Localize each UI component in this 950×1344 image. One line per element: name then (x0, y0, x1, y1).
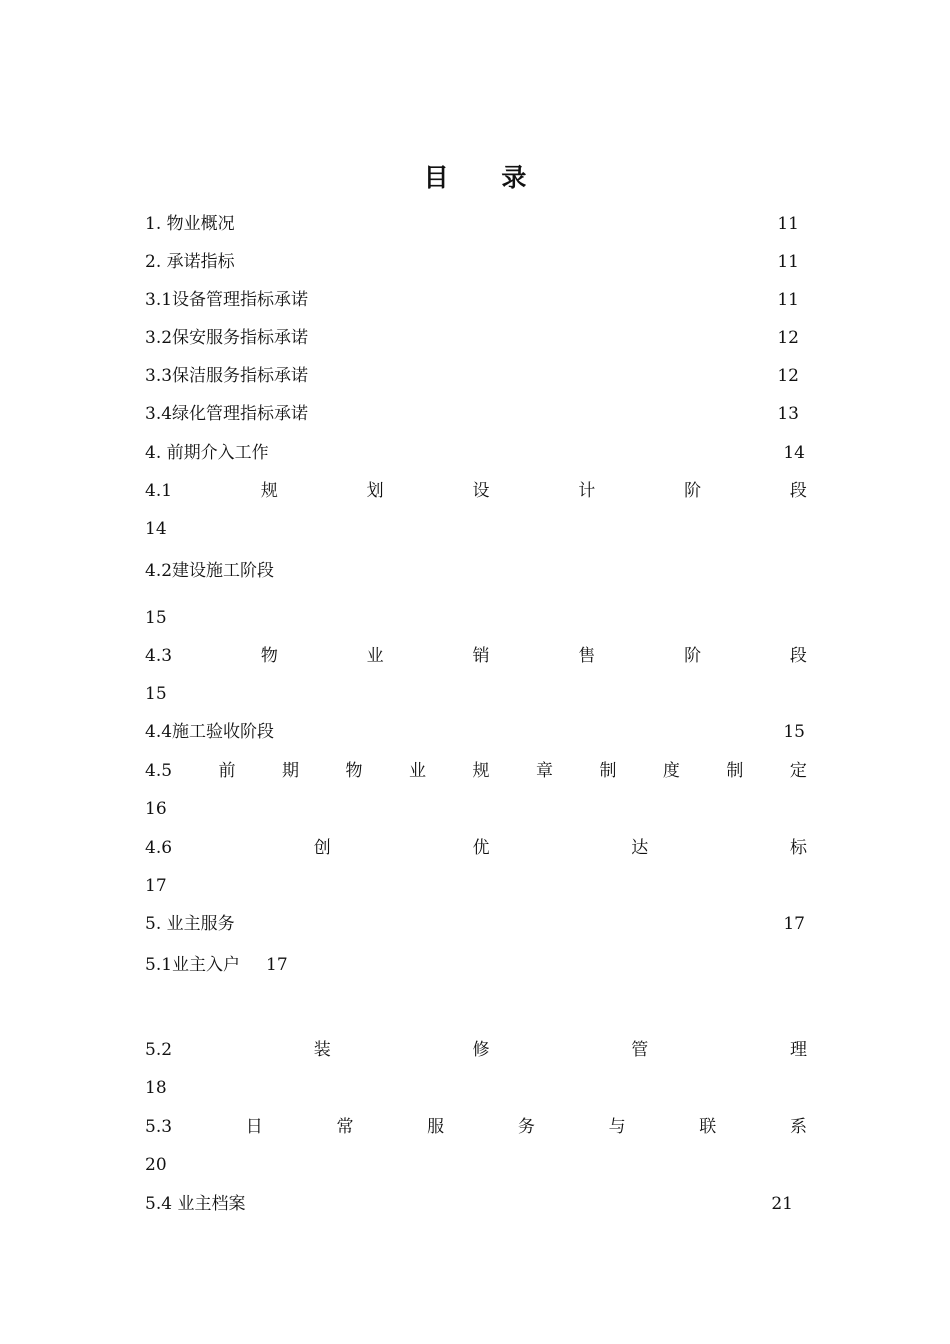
toc-entry[interactable] (145, 364, 807, 388)
toc-part: 务 (517, 1117, 535, 1137)
toc-part: 管 (631, 1040, 649, 1060)
toc-entry[interactable] (145, 720, 807, 744)
toc-part: 理 (789, 1040, 807, 1060)
toc-part: 4.3 (145, 646, 173, 666)
toc-entry-text: 5.1业主入户 (145, 955, 241, 975)
toc-entry-page: 12 (777, 328, 799, 348)
toc-entry-text: 4.4施工验收阶段 (145, 722, 275, 742)
toc-entry-text: 3.1设备管理指标承诺 (145, 290, 309, 310)
toc-part: 规 (260, 481, 278, 501)
toc-part: 定 (789, 761, 807, 781)
toc-entry-spread[interactable] (145, 836, 807, 860)
toc-entry-text: 5. 业主服务 (145, 914, 235, 934)
toc-entry-page: 11 (777, 214, 799, 234)
toc-entry[interactable] (145, 441, 807, 465)
toc-part: 设 (472, 481, 490, 501)
toc-entry-page: 15 (145, 608, 167, 628)
toc-part: 联 (699, 1117, 717, 1137)
toc-part: 段 (789, 481, 807, 501)
toc-entry-page: 11 (777, 252, 799, 272)
toc-part: 与 (608, 1117, 626, 1137)
toc-entry-page: 14 (145, 519, 167, 539)
toc-entry[interactable] (145, 250, 807, 274)
toc-part: 业 (408, 761, 426, 781)
toc-entry-text: 5.4 业主档案 (145, 1194, 246, 1214)
toc-part: 期 (282, 761, 300, 781)
toc-entry-page: 11 (777, 290, 799, 310)
toc-title: 目 录 (423, 163, 549, 192)
toc-entry-text[interactable]: 4.2建设施工阶段 (145, 561, 275, 581)
toc-part: 达 (631, 838, 649, 858)
toc-part: 优 (472, 838, 490, 858)
toc-part: 段 (789, 646, 807, 666)
toc-part: 日 (245, 1117, 263, 1137)
toc-part: 阶 (684, 646, 702, 666)
toc-part: 制 (726, 761, 744, 781)
toc-entry-spread[interactable] (145, 1115, 807, 1139)
toc-part: 5.3 (145, 1117, 173, 1137)
toc-entry[interactable] (145, 212, 807, 236)
toc-entry[interactable] (145, 953, 288, 977)
toc-entry[interactable] (145, 288, 807, 312)
toc-entry-page: 18 (145, 1078, 167, 1098)
toc-part: 物 (345, 761, 363, 781)
toc-entry-page: 21 (771, 1194, 793, 1214)
toc-part: 装 (313, 1040, 331, 1060)
toc-entry-page: 13 (777, 404, 799, 424)
toc-part: 规 (472, 761, 490, 781)
toc-part: 章 (535, 761, 553, 781)
toc-part: 修 (472, 1040, 490, 1060)
toc-part: 业 (366, 646, 384, 666)
toc-entry[interactable] (145, 402, 807, 426)
toc-part: 标 (789, 838, 807, 858)
toc-entry-page: 14 (783, 443, 805, 463)
toc-entry-page: 15 (145, 684, 167, 704)
toc-entry[interactable] (145, 912, 807, 936)
toc-part: 系 (789, 1117, 807, 1137)
toc-entry-page: 15 (783, 722, 805, 742)
toc-part: 4.5 (145, 761, 173, 781)
toc-entry-text: 4. 前期介入工作 (145, 443, 269, 463)
toc-part: 常 (336, 1117, 354, 1137)
toc-entry-spread[interactable] (145, 479, 807, 503)
toc-entry-page: 16 (145, 799, 167, 819)
toc-part: 服 (427, 1117, 445, 1137)
toc-entry-page: 12 (777, 366, 799, 386)
toc-entry-page: 20 (145, 1155, 167, 1175)
toc-part: 前 (218, 761, 236, 781)
toc-entry-text: 3.2保安服务指标承诺 (145, 328, 309, 348)
toc-entry-spread[interactable] (145, 644, 807, 668)
toc-part: 制 (599, 761, 617, 781)
toc-entry-text: 3.3保洁服务指标承诺 (145, 366, 309, 386)
toc-part: 5.2 (145, 1040, 173, 1060)
toc-entry[interactable] (145, 1192, 807, 1216)
toc-entry-page: 17 (145, 876, 167, 896)
toc-part: 物 (260, 646, 278, 666)
toc-part: 4.6 (145, 838, 173, 858)
toc-part: 度 (662, 761, 680, 781)
toc-entry-page: 17 (783, 914, 805, 934)
toc-part: 创 (313, 838, 331, 858)
toc-part: 划 (366, 481, 384, 501)
toc-part: 4.1 (145, 481, 173, 501)
toc-part: 销 (472, 646, 490, 666)
toc-entry-spread[interactable] (145, 759, 807, 783)
toc-part: 计 (578, 481, 596, 501)
toc-entry-spread[interactable] (145, 1038, 807, 1062)
toc-entry-text: 2. 承诺指标 (145, 252, 235, 272)
toc-entry[interactable] (145, 326, 807, 350)
toc-part: 售 (578, 646, 596, 666)
toc-entry-page: 17 (266, 955, 288, 975)
toc-part: 阶 (684, 481, 702, 501)
toc-entry-text: 1. 物业概况 (145, 214, 235, 234)
toc-entry-text: 3.4绿化管理指标承诺 (145, 404, 309, 424)
